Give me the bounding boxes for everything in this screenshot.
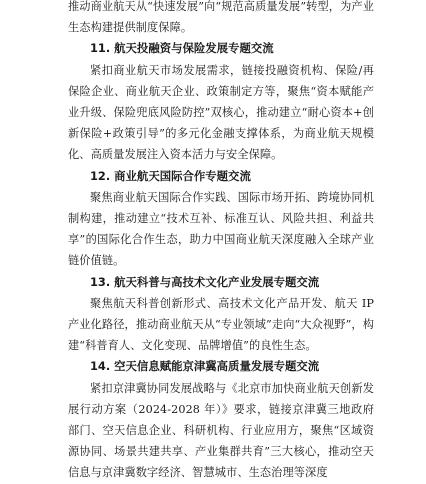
section-14-heading: 14. 空天信息赋能京津冀高质量发展专题交流 (90, 359, 320, 374)
section-13-heading: 13. 航天科普与高技术文化产业发展专题交流 (90, 274, 320, 289)
section-12-body: 聚焦商业航天国际合作实践、国际市场开拓、跨境协同机制构建，推动建立“技术互补、标准互认、风险共担、利益共享”的国际化合作生态，助力中国商业航天深度融入全球产业链价值链。 (68, 190, 374, 268)
section-11-heading: 11. 航天投融资与保险发展专题交流 (90, 41, 274, 56)
section-13-body: 聚焦航天科普创新形式、高技术文化产品开发、航天 IP 产业化路径，推动商业航天从“专业领域”走向“大众视野”，构建“科普育人、文化变现、品牌增值”的良性生态。 (68, 296, 374, 353)
section-11-body: 紧扣商业航天市场发展需求，链接投融资机构、保险/再保险企业、商业航天企业、政策制定方等，聚焦“资本赋能产业升级、保险兜底风险防控”双核心，推动建立“耐心资本+创新保险+政策引导”的多元化金融支撑体系，为商业航天规模化、高质量发展注入资本活力与安全保障。 (68, 63, 374, 162)
section-10-continuation: 推动商业航天从“快速发展”向“规范高质量发展”转型，为产业生态构建提供制度保障。 (68, 0, 374, 35)
section-12-heading: 12. 商业航天国际合作专题交流 (90, 168, 251, 183)
document-page (68, 0, 374, 484)
section-14-body: 紧扣京津冀协同发展战略与《北京市加快商业航天创新发展行动方案（2024-2028 年）》要求，链接京津冀三地政府部门、空天信息企业、科研机构、行业应用方，聚焦“区域资源协同、场景共建共享、产业集群共育”三大核心，推动空天信息与京津冀数字经济、智慧城市、生态治理等深度 (68, 381, 374, 480)
